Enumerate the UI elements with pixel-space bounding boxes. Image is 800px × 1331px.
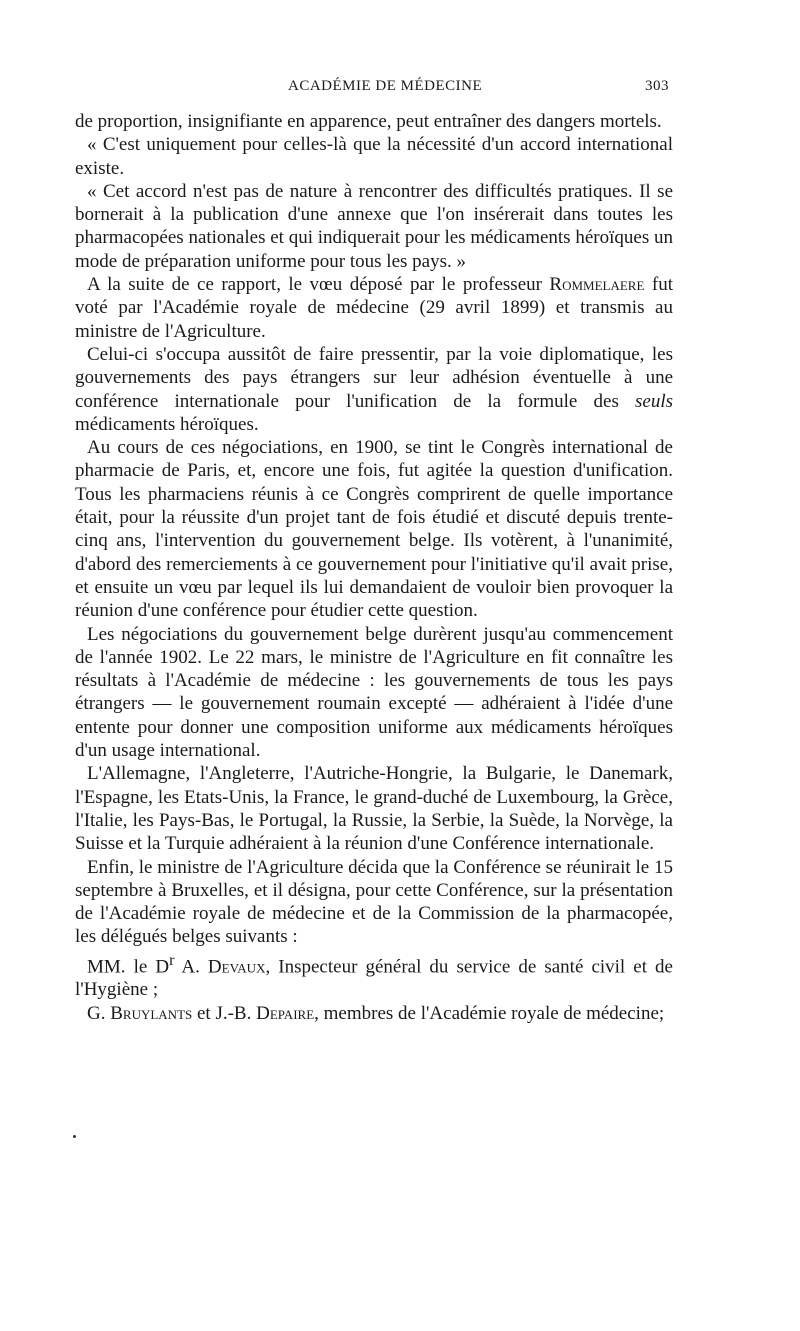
text-run: Celui-ci s'occupa aussitôt de faire pressentir, par la voie diplomatique, les gouvernements des pays étrangers sur leur adhésion éventuelle à une conférence internationale pour l'unification de la formule des — [75, 343, 673, 412]
superscript: r — [169, 951, 175, 969]
running-header — [0, 78, 800, 100]
paragraph: « Cet accord n'est pas de nature à rencontrer des difficultés pratiques. Il se bornerait à la publication d'une annexe que l'on insérerait dans toutes les pharmacopées nationales et qui indiquerait pour les médicaments héroïques un mode de préparation uniforme pour tous les pays. » — [75, 180, 673, 272]
paragraph: de proportion, insignifiante en apparence, peut entraîner des dangers mortels. — [75, 111, 662, 132]
paragraph: L'Allemagne, l'Angleterre, l'Autriche-Hongrie, la Bulgarie, le Danemark, l'Espagne, les Etats-Unis, la France, le grand-duché de Luxembourg, la Grèce, l'Italie, les Pays-Bas, le Portugal, la Russie, la Serbie, la Suède, la Norvège, la Suisse et la Turquie adhéraient à la réunion d'une Conférence internationale. — [75, 763, 673, 855]
person-name: Bruylants — [110, 1002, 193, 1024]
text-run: G. — [87, 1002, 111, 1024]
paragraph — [75, 949, 673, 1002]
emphasis: seuls — [635, 390, 673, 412]
running-title: ACADÉMIE DE MÉDECINE — [288, 78, 483, 94]
person-name: Rommelaere — [549, 274, 645, 296]
body-text — [75, 110, 673, 1025]
paragraph: Au cours de ces négociations, en 1900, se tint le Congrès international de pharmacie de Paris, et, encore une fois, fut agitée la question d'unification. Tous les pharmaciens réunis à ce Congrès comprirent de quelle importance était, pour la réussite d'un projet tant de fois étudié et discuté depuis trente-cinq ans, l'intervention du gouvernement belge. Ils votèrent, à l'unanimité, d'abord des remerciements à ce gouvernement pour l'initiative qu'il avait prise, et ensuite un vœu par lequel ils lui demandaient de vouloir bien provoquer la réunion d'une conférence pour étudier cette question. — [75, 437, 673, 622]
text-run: A la suite de ce rapport, le vœu déposé par le professeur — [87, 274, 550, 296]
paragraph — [75, 343, 673, 436]
text-run: MM. le D — [87, 956, 170, 978]
paragraph — [75, 1002, 673, 1025]
paragraph: Les négociations du gouvernement belge durèrent jusqu'au commencement de l'année 1902. Le 22 mars, le ministre de l'Agriculture en fit connaître les résultats à l'Académie de médecine : les gouvernements de tous les pays étrangers — le gouvernement roumain excepté — adhéraient à l'idée d'une entente pour donner une composition uniforme aux médicaments héroïques d'un usage international. — [75, 623, 673, 762]
paragraph — [75, 273, 673, 343]
text-run: A. — [174, 956, 208, 978]
text-run: , Inspecteur général du service de santé civil et de l'Hygiène ; — [75, 956, 673, 1001]
ink-speck — [73, 1135, 76, 1138]
paragraph: « C'est uniquement pour celles-là que la nécessité d'un accord international existe. — [75, 134, 673, 179]
page-number: 303 — [645, 78, 669, 94]
text-run: , membres de l'Académie royale de médecine; — [314, 1002, 665, 1024]
text-run: médicaments héroïques. — [75, 413, 259, 435]
person-name: Devaux — [207, 956, 266, 978]
text-run: et J.-B. — [192, 1002, 257, 1024]
text-run: fut voté par l'Académie royale de médecine (29 avril 1899) et transmis au ministre de l'Agriculture. — [75, 274, 673, 342]
paragraph: Enfin, le ministre de l'Agriculture décida que la Conférence se réunirait le 15 septembre à Bruxelles, et il désigna, pour cette Conférence, sur la présentation de l'Académie royale de médecine et de la Commission de la pharmacopée, les délégués belges suivants : — [75, 856, 673, 948]
person-name: Depaire — [256, 1002, 315, 1024]
